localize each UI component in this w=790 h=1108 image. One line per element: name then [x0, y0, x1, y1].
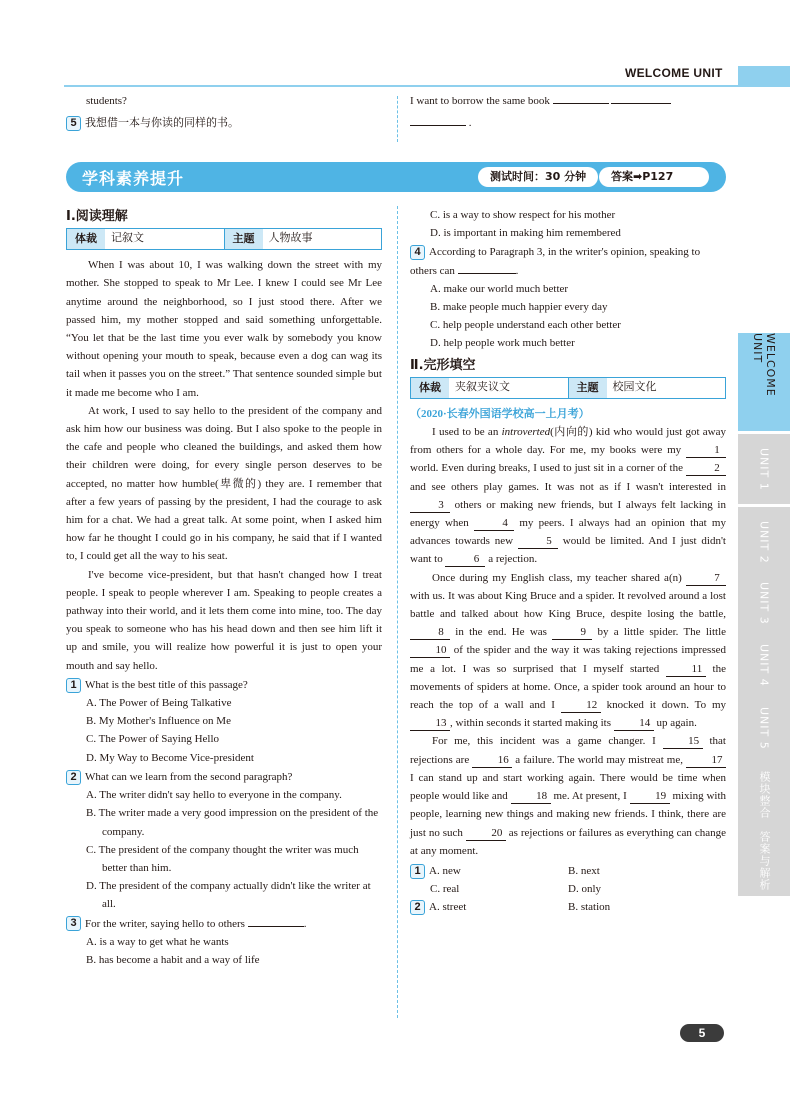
header-rule — [64, 85, 790, 87]
question-number: 4 — [410, 245, 425, 260]
tab-module[interactable]: 模块整合 — [738, 760, 790, 830]
question-number: 3 — [66, 916, 81, 931]
question-stem: What is the best title of this passage? — [85, 678, 248, 691]
topic-label: 主题 — [225, 229, 263, 249]
option[interactable]: C. real — [430, 883, 460, 896]
option[interactable]: B. The writer made a very good impression on the president of the company. — [86, 807, 379, 838]
cloze-blank[interactable]: 20 — [466, 826, 506, 841]
option[interactable]: B. make people much happier every day — [430, 301, 608, 314]
tab-unit-2[interactable]: UNIT 2 — [738, 507, 790, 577]
question-4: 4 According to Paragraph 3, in the writer's opinion, speaking to others can . — [410, 246, 701, 277]
cloze-paragraph: For me, this incident was a game changer. I 15 that rejections are 16 a failure. The world may mistreat me, 17 I can stand up and start working again. There would be time when people would like and 18 me. At present, I 19 mixing with people, learning new things and making new friends. I think, there are just no such 20 as rejections or failures as everything can change at any moment. — [410, 735, 727, 857]
tab-unit-5[interactable]: UNIT 5 — [738, 693, 790, 763]
cloze-blank[interactable]: 3 — [410, 498, 450, 513]
question-number: 1 — [66, 678, 81, 693]
reading-info-table — [66, 228, 382, 250]
topic-value: 校园文化 — [612, 380, 657, 393]
translation-question-5 — [66, 114, 382, 132]
cloze-blank[interactable]: 4 — [474, 516, 514, 531]
cloze-blank[interactable]: 11 — [666, 662, 706, 677]
topic-label: 主题 — [569, 378, 607, 398]
cloze-blank[interactable]: 1 — [686, 443, 726, 458]
topic-value: 人物故事 — [268, 232, 313, 245]
section-banner — [66, 162, 726, 192]
option[interactable]: C. is a way to show respect for his mother — [430, 209, 616, 221]
option[interactable]: B. next — [568, 864, 600, 877]
tab-unit-3[interactable]: UNIT 3 — [738, 568, 790, 638]
cloze-blank[interactable]: 7 — [686, 571, 726, 586]
option[interactable]: B. has become a habit and a way of life — [86, 953, 260, 966]
passage-paragraph: When I was about 10, I was walking down the street with my mother. She stopped to speak to Mr Lee. I knew I could see Mr Lee anytime around the neighborhood, so I just stood there. After we passed him, my mother stopped and said something unforgettable. “You let that be the last time you ever walk by somebody you know without opening your mouth to speak, because even a dog can wag its tail when it passes you on the street.” That sentence sounded simple but it made me become who I am. — [66, 259, 382, 399]
cloze-title: Ⅱ.完形填空 — [410, 357, 476, 373]
option[interactable]: C. The Power of Saying Hello — [86, 733, 220, 746]
tab-answers[interactable]: 答案与解析 — [738, 826, 790, 896]
question-number: 2 — [410, 900, 425, 915]
cloze-paragraph: I used to be an introverted(内向的) kid who would just got away from others for a whole day. For me, my books were my 1 world. Even during breaks, I used to just sit in a corner of the 2 and see others play games. It was not as if I wasn't interested in 3 others or making new friends, but I always felt lacking in energy when 4 my peers. I always had an opinion that my advances towards new 5 would be limited. And I just didn't want to 6 a rejection. — [410, 426, 727, 566]
option[interactable]: A. make our world much better — [430, 282, 569, 295]
top-left-block — [66, 92, 382, 132]
option[interactable]: A. street — [429, 901, 467, 914]
option[interactable]: A. The Power of Being Talkative — [86, 697, 232, 710]
answer-blank[interactable] — [458, 273, 516, 274]
answer-blank[interactable] — [553, 103, 609, 104]
period-text: . — [468, 117, 472, 130]
option[interactable]: B. My Mother's Influence on Me — [86, 715, 231, 728]
reading-section — [66, 204, 382, 969]
question-stem: What can we learn from the second paragraph? — [85, 770, 293, 783]
cloze-paragraph: Once during my English class, my teacher shared a(n) 7 with us. It was about King Bruce and a spider. It revolved around a lost battle and talked about how King Bruce, despite losing the battle, 8 in the end. He was 9 by a little spider. The little 10 of the spider and the way it was taking rejections impressed me a lot. I was so surprised that I myself started 11 the movements of spiders at home. Once, a spider took around an hour to reach the top of a wall and I 12 knocked it down. To my 13 , within seconds it started making its 14 up again. — [410, 571, 727, 730]
page-number: 5 — [680, 1024, 724, 1042]
cloze-info-table — [410, 377, 726, 399]
cloze-blank[interactable]: 6 — [445, 552, 485, 567]
question-2 — [66, 768, 382, 786]
option[interactable]: C. The president of the company thought the writer was much better than him. — [86, 843, 359, 874]
option[interactable]: D. The president of the company actually didn't like the writer at all. — [86, 880, 371, 911]
cloze-question-2 — [410, 898, 726, 916]
option[interactable]: A. The writer didn't say hello to everyone in the company. — [86, 789, 342, 802]
tab-unit-4[interactable]: UNIT 4 — [738, 630, 790, 700]
answer-prompt: I want to borrow the same book — [410, 95, 553, 107]
question-number: 5 — [66, 116, 81, 131]
tab-unit-1[interactable]: UNIT 1 — [738, 434, 790, 504]
tab-welcome-unit[interactable]: WELCOME UNIT — [738, 333, 790, 431]
genre-label: 体裁 — [411, 378, 449, 398]
option[interactable]: A. is a way to get what he wants — [86, 935, 229, 948]
option[interactable]: D. only — [568, 883, 601, 896]
genre-label: 体裁 — [67, 229, 105, 249]
question-number: 2 — [66, 770, 81, 785]
test-time-badge: 测试时间：30 分钟 — [478, 167, 598, 187]
cloze-blank[interactable]: 15 — [663, 734, 703, 749]
unit-header: WELCOME UNIT — [625, 66, 723, 80]
column-divider — [397, 206, 398, 1018]
genre-value: 记叙文 — [105, 229, 225, 249]
question-3: 3 For the writer, saying hello to others . — [66, 915, 382, 933]
question-stem: According to Paragraph 3, in the writer's opinion, speaking to others can — [410, 246, 701, 277]
cloze-blank[interactable]: 17 — [686, 753, 726, 768]
top-right-block — [410, 92, 726, 132]
cloze-question-1 — [410, 862, 726, 898]
source-note: （2020·长春外国语学校高一上月考） — [410, 407, 590, 420]
cloze-blank[interactable]: 16 — [472, 753, 512, 768]
option[interactable]: D. help people work much better — [430, 337, 575, 350]
cloze-blank[interactable]: 13 — [410, 716, 450, 731]
reading-title: Ⅰ.阅读理解 — [66, 209, 128, 224]
cloze-blank[interactable]: 5 — [518, 534, 558, 549]
passage-paragraph: I've become vice-president, but that hasn't changed how I treat people. I speak to people wherever I am. Speaking to people creates a pathway into their world, and it lets them come into mine, too. The day you speak to someone who has his head down and then see him lift it up and smile, you will realize how powerful it is just to open your mouth and say hello. — [66, 568, 382, 672]
cloze-blank[interactable]: 10 — [410, 643, 450, 658]
question-number: 1 — [410, 864, 425, 879]
option[interactable]: D. My Way to Become Vice-president — [86, 751, 254, 764]
question-text: 我想借一本与你读的同样的书。 — [85, 117, 239, 130]
option[interactable]: B. station — [568, 901, 611, 914]
right-column — [410, 206, 726, 917]
answer-blank[interactable] — [611, 103, 671, 104]
option[interactable]: A. new — [429, 864, 461, 877]
header-accent-bar — [738, 66, 790, 86]
answer-page-link[interactable]: 答案➡P127 — [599, 167, 709, 187]
question-stem: For the writer, saying hello to others — [85, 917, 245, 930]
genre-value: 夹叙夹议文 — [449, 378, 569, 398]
answer-blank[interactable] — [248, 926, 304, 927]
cloze-blank[interactable]: 9 — [552, 625, 592, 640]
cloze-blank[interactable]: 14 — [614, 716, 654, 731]
cloze-blank[interactable]: 8 — [410, 625, 450, 640]
cloze-blank[interactable]: 19 — [630, 789, 670, 804]
option[interactable]: C. help people understand each other better — [430, 319, 621, 332]
cloze-blank[interactable]: 12 — [561, 698, 601, 713]
question-1 — [66, 676, 382, 694]
prev-text: students? — [86, 95, 127, 107]
passage-paragraph: At work, I used to say hello to the president of the company and ask him how our business was doing. But I also spoke to the people in the cafe and people who cleaned the buildings, and asked them how their children were doing, for every single person deserves to be accepted, no matter how humble(卑微的) they are. I remember that after a few years of passing by the president, I had the courage to ask him for a chat. We had a great talk. At some point, when I asked him how far he thought I could go in his company, he said that if I wanted to, I could get all the way to his seat. — [66, 404, 382, 563]
column-divider — [397, 96, 398, 142]
banner-title: 学科素养提升 — [82, 169, 185, 188]
cloze-blank[interactable]: 18 — [511, 789, 551, 804]
option[interactable]: D. is important in making him remembered — [430, 227, 621, 240]
cloze-blank[interactable]: 2 — [686, 461, 726, 476]
answer-blank[interactable] — [410, 125, 466, 126]
